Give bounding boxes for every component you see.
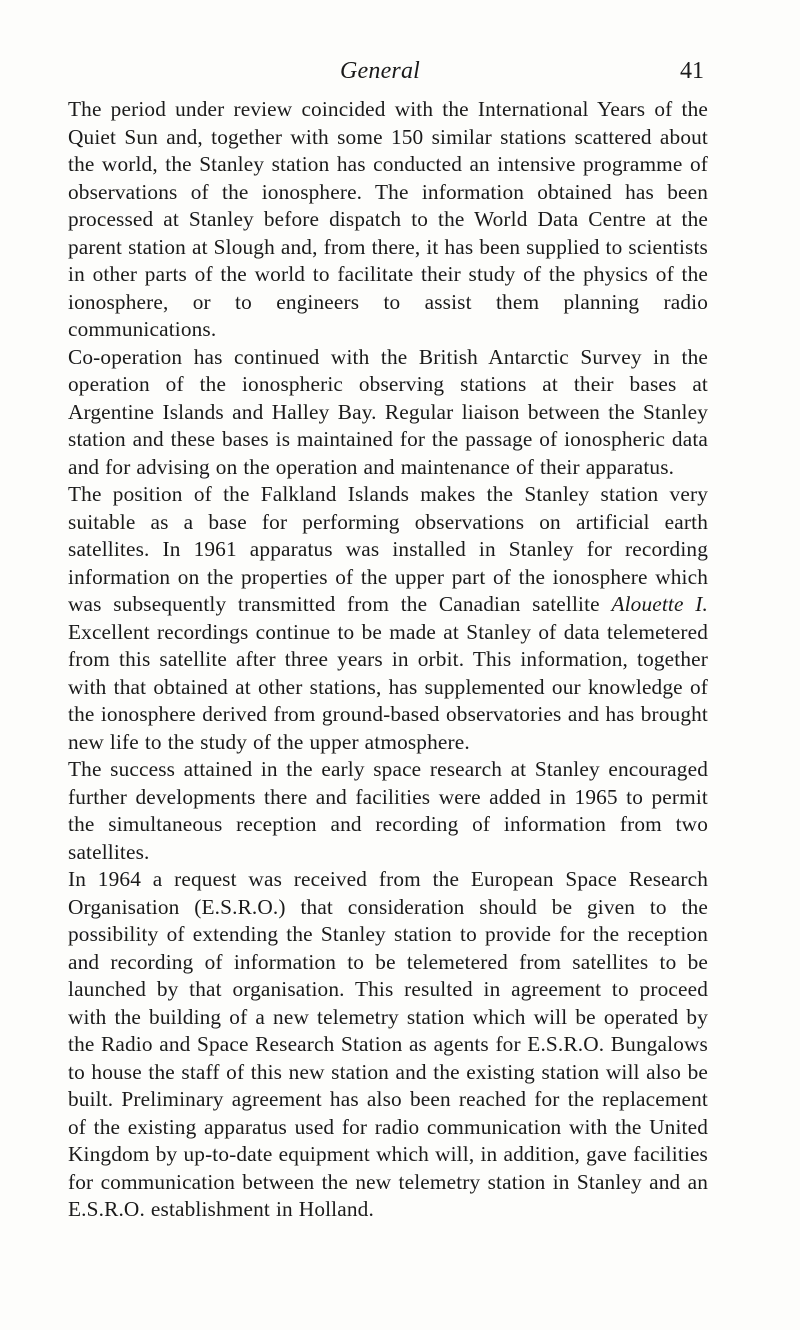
paragraph-satellite-text-after: Excellent recordings continue to be made at Stanley of data telemetered from this satellite after three years in orbit. This information, together with that obtained at other stations, has supplemented our knowledge of the ionosphere derived from ground-based observatories and has brought new life to the study of the upper atmosphere. <box>68 619 708 754</box>
section-title: General <box>340 58 421 84</box>
paragraph-ionosphere-observations: The period under review coincided with the International Years of the Quiet Sun and, together with some 150 similar stations scattered about the world, the Stanley station has conducted an intensive programme of observations of the ionosphere. The information obtained has been processed at Stanley before dispatch to the World Data Centre at the parent station at Slough and, from there, it has been supplied to scientists in other parts of the world to facilitate their study of the physics of the ionosphere, or to engineers to assist them planning radio communications. <box>68 97 708 341</box>
paragraph-esro-request: In 1964 a request was received from the European Space Research Organisation (E.S.R.O.) that consideration should be given to the possibility of extending the Stanley station to provide for the reception and recording of information to be telemetered from satellites to be launched by that organisation. This resulted in agreement to proceed with the building of a new telemetry station which will be operated by the Radio and Space Research Station as agents for E.S.R.O. Bungalows to house the staff of this new station and the existing station will also be built. Preliminary agreement has also been reached for the replacement of the existing apparatus used for radio communication with the United Kingdom by up-to-date equipment which will, in addition, gave facilities for communication between the new telemetry station in Stanley and an E.S.R.O. establishment in Holland. <box>68 867 708 1221</box>
paragraph-antarctic-cooperation: Co-operation has continued with the British Antarctic Survey in the operation of the ionospheric observing stations at their bases at Argentine Islands and Halley Bay. Regular liaison between the Stanley station and these bases is maintained for the passage of ionospheric data and for advising on the operation and maintenance of their apparatus. <box>68 344 708 479</box>
paragraph-space-research-facilities: The success attained in the early space research at Stanley encouraged further developments there and facilities were added in 1965 to permit the simultaneous reception and recording of information from two satellites. <box>68 757 708 864</box>
paragraph-satellite-observations <box>68 481 708 756</box>
satellite-name: Alouette I. <box>611 592 708 616</box>
page-number: 41 <box>680 58 704 84</box>
paragraph-satellite-text-before: The position of the Falkland Islands makes the Stanley station very suitable as a base for performing observations on artificial earth satellites. In 1961 apparatus was installed in Stanley for recording information on the properties of the upper part of the ionosphere which was subsequently transmitted from the Canadian satellite <box>68 482 708 616</box>
running-head <box>0 58 800 98</box>
body-text <box>68 96 708 1224</box>
